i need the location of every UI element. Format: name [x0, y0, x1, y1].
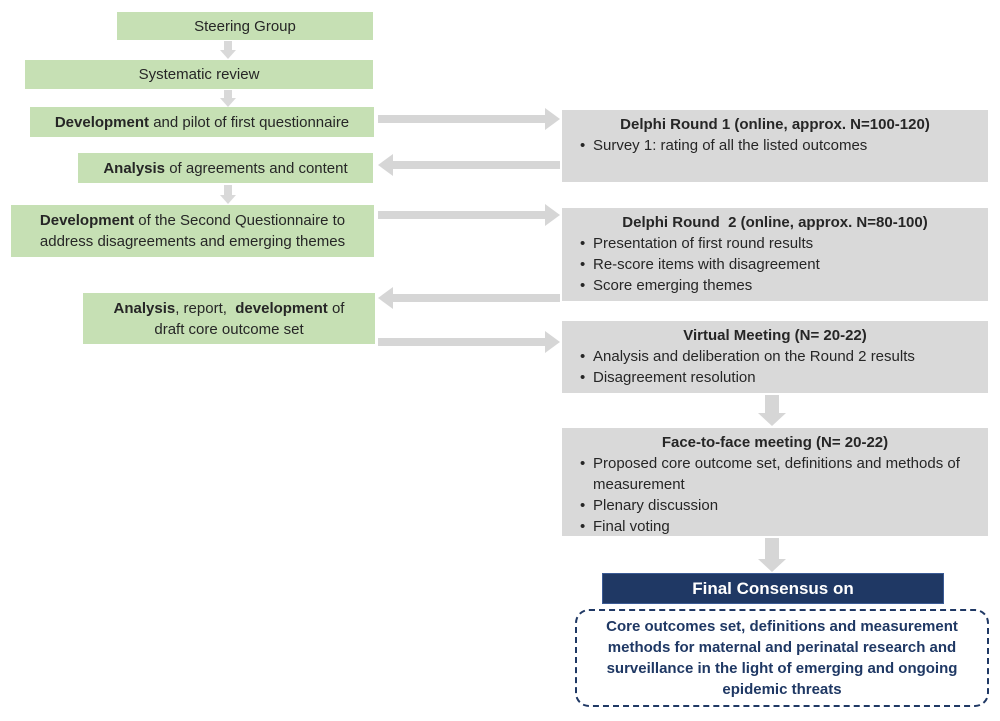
arrow-right-icon [378, 331, 560, 353]
arrow-head [545, 108, 560, 130]
arrow-down-icon [220, 185, 236, 204]
bullet-text: Proposed core outcome set, definitions and methods of measurement [593, 455, 965, 493]
process-box-systematic-review [25, 60, 373, 89]
bullet-text: Plenary discussion [593, 497, 719, 514]
process-box-label [55, 112, 349, 133]
stage-title: Delphi Round 1 (online, approx. N=100-120) [620, 116, 930, 133]
arrow-down-icon [220, 90, 236, 107]
arrow-down-icon [758, 538, 786, 572]
bullet-dot: • [580, 455, 586, 472]
bullet-item [570, 233, 980, 254]
process-box-label [103, 158, 347, 179]
arrow-shaft [392, 161, 560, 169]
arrow-right-icon [378, 204, 560, 226]
final-outcome-box [575, 609, 989, 707]
bullet-text: Disagreement resolution [593, 369, 756, 386]
arrow-head [545, 204, 560, 226]
label-bold-part: development [235, 299, 328, 317]
bullet-dot: • [580, 137, 586, 154]
arrow-head [220, 98, 236, 107]
bullet-text: Score emerging themes [593, 277, 753, 294]
final-consensus-title: Final Consensus on [692, 578, 854, 598]
process-box-develop-second-questionnaire [11, 205, 374, 257]
bullet-text: Re-score items with disagreement [593, 256, 820, 273]
arrow-head [220, 50, 236, 59]
bullet-item [570, 135, 980, 156]
bullet-dot: • [580, 348, 586, 365]
bullet-item [570, 346, 980, 367]
label-part: of the Second Questionnaire to address disagreements and emerging themes [39, 212, 350, 250]
label-part: , report, [175, 299, 236, 317]
process-box-label [105, 298, 353, 340]
process-box-steering-group [117, 12, 373, 40]
process-box-label [25, 210, 360, 252]
arrow-shaft [378, 211, 546, 219]
process-box-analysis-report-development [83, 293, 375, 344]
label-bold-part: Analysis [113, 299, 176, 317]
label-bold-part: Development [54, 113, 150, 131]
arrow-head [378, 287, 393, 309]
bullet-item [570, 453, 980, 495]
label-bold-part: Development [39, 212, 135, 229]
bullet-text: Analysis and deliberation on the Round 2 results [593, 348, 915, 365]
stage-box-delphi-round-2 [562, 208, 988, 301]
arrow-shaft [765, 538, 779, 560]
process-box-label: Systematic review [138, 66, 260, 83]
arrow-down-icon [758, 395, 786, 426]
stage-box-virtual-meeting [562, 321, 988, 393]
stage-box-delphi-round-1 [562, 110, 988, 182]
bullet-item [570, 254, 980, 275]
process-box-label: Steering Group [194, 17, 296, 35]
stage-title: Virtual Meeting (N= 20-22) [683, 327, 867, 344]
bullet-dot: • [580, 369, 586, 386]
arrow-down-icon [220, 41, 236, 59]
arrow-head [758, 559, 786, 572]
label-part: of draft core outcome set [154, 299, 349, 338]
stage-title: Delphi Round 2 (online, approx. N=80-100) [622, 214, 928, 231]
bullet-text: Final voting [593, 518, 670, 535]
bullet-dot: • [580, 235, 586, 252]
bullet-dot: • [580, 256, 586, 273]
arrow-head [220, 195, 236, 204]
final-consensus-banner [602, 573, 944, 604]
label-bold-part: Analysis [103, 159, 166, 177]
stage-title: Face-to-face meeting (N= 20-22) [661, 434, 889, 451]
process-box-analysis-agreements [78, 153, 373, 183]
arrow-shaft [378, 338, 546, 346]
bullet-item [570, 367, 980, 388]
bullet-dot: • [580, 497, 586, 514]
label-part: and pilot of first questionnaire [149, 113, 350, 131]
arrow-right-icon [378, 108, 560, 130]
bullet-item [570, 495, 980, 516]
arrow-left-icon [378, 287, 560, 309]
bullet-item [570, 516, 980, 537]
arrow-shaft [378, 115, 546, 123]
arrow-head [545, 331, 560, 353]
bullet-item [570, 275, 980, 296]
arrow-head [378, 154, 393, 176]
arrow-left-icon [378, 154, 560, 176]
bullet-text: Presentation of first round results [593, 235, 814, 252]
stage-box-face-to-face-meeting [562, 428, 988, 536]
bullet-dot: • [580, 277, 586, 294]
process-box-develop-first-questionnaire [30, 107, 374, 137]
label-part: of agreements and content [165, 159, 348, 177]
bullet-dot: • [580, 518, 586, 535]
bullet-text: Survey 1: rating of all the listed outcomes [593, 137, 868, 154]
arrow-shaft [392, 294, 560, 302]
arrow-head [758, 413, 786, 426]
arrow-shaft [765, 395, 779, 414]
final-outcome-text: Core outcomes set, definitions and measurement methods for maternal and perinatal research and surveillance in the light of emerging and ongoing epidemic threats [606, 618, 958, 698]
